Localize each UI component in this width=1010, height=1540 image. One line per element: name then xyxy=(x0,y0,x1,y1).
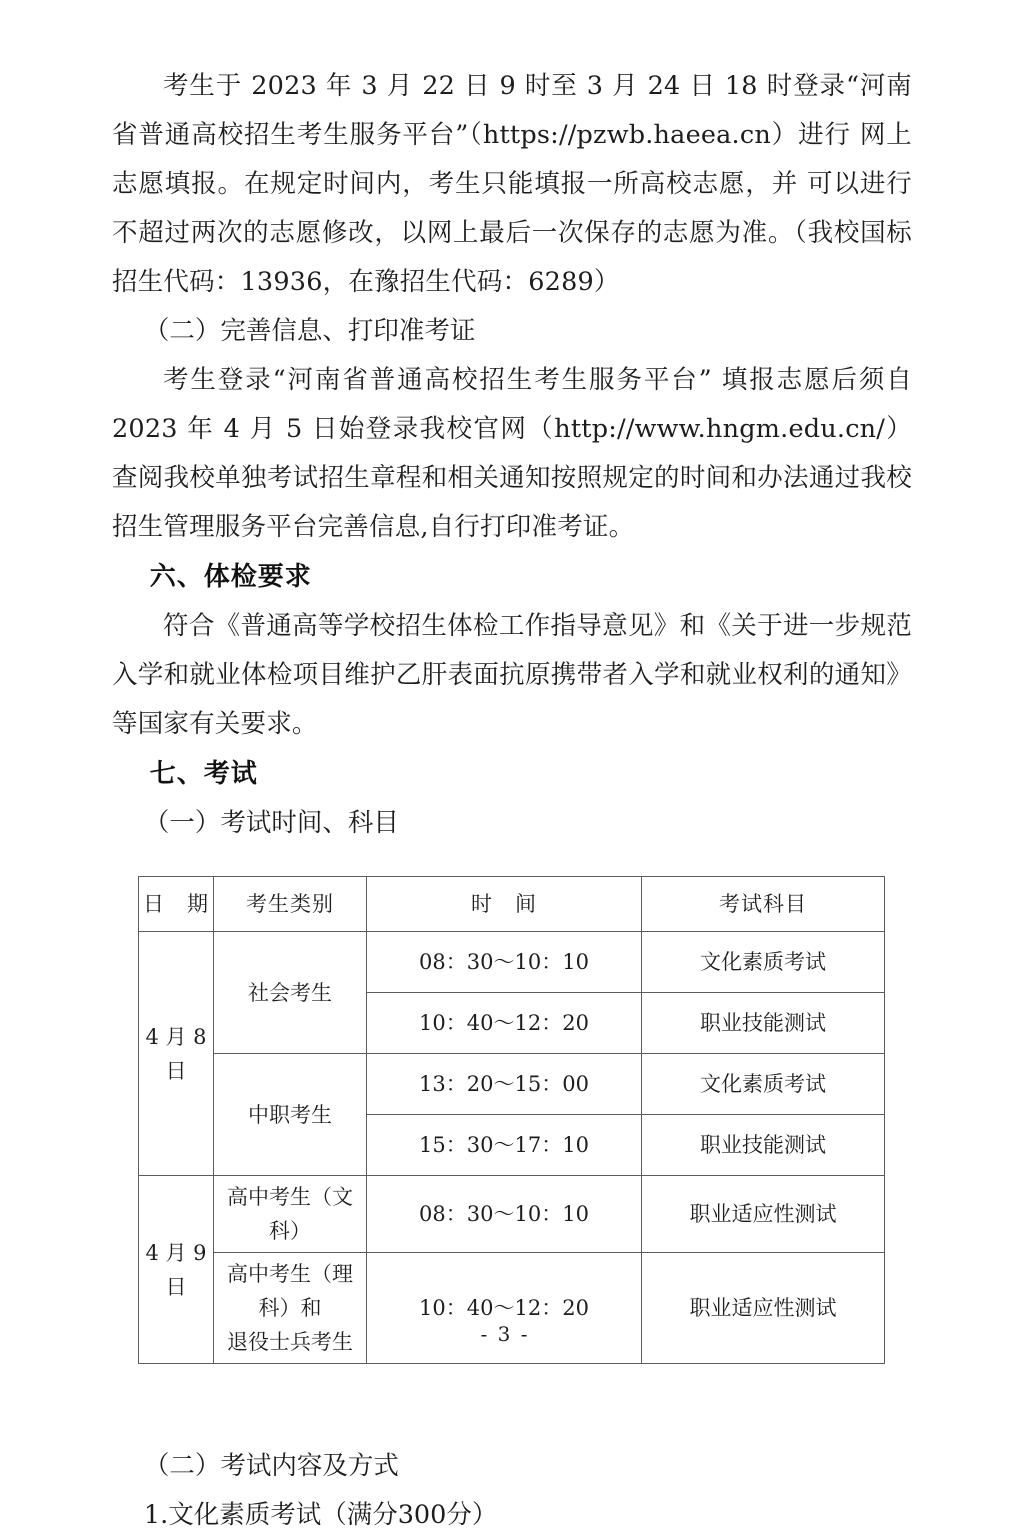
heading-section-six-medical: 六、体检要求 xyxy=(149,562,312,592)
heading-section-seven-exam: 七、考试 xyxy=(149,759,258,789)
table-row xyxy=(139,932,885,993)
table-header-row xyxy=(139,877,885,932)
item-cultural-quality-exam: 1.文化素质考试（满分300分） xyxy=(143,1500,498,1530)
page-content xyxy=(112,62,912,1540)
cell-subject-5: 职业适应性测试 xyxy=(642,1176,885,1253)
cell-subject-4: 职业技能测试 xyxy=(642,1115,885,1176)
exam-schedule-table xyxy=(138,876,885,1364)
cell-category-line-2: 退役士兵考生 xyxy=(227,1330,353,1354)
cell-category-highschool-liberal: 高中考生（文科） xyxy=(214,1176,367,1253)
heading-complete-info: （二）完善信息、打印准考证 xyxy=(143,316,476,346)
exam-schedule-table-wrapper xyxy=(138,876,864,1364)
cell-time-3: 13：20～15：00 xyxy=(367,1054,642,1115)
paragraph-medical-requirements: 符合《普通高等学校招生体检工作指导意见》和《关于进一步规范入学和就业体检项目维护乙肝表面抗原携带者入学和就业权利的通知》等国家有关要求。 xyxy=(112,611,912,739)
cell-time-5: 08：30～10：10 xyxy=(367,1176,642,1253)
cell-subject-3: 文化素质考试 xyxy=(642,1054,885,1115)
cell-subject-1: 文化素质考试 xyxy=(642,932,885,993)
paragraph-complete-info: 考生登录“河南省普通高校招生考生服务平台” 填报志愿后须自 2023 年 4 月 5 日始登录我校官网（http://www.hngm.edu.cn/）查阅我校单独考试招生章程和相关通知按照规定的时间和办法通过我校招生管理服务平台完善信息,自行打印准考证。 xyxy=(112,365,912,542)
table-row xyxy=(139,1176,885,1253)
cell-time-6: 10：40～12：20 xyxy=(367,1253,642,1364)
cell-time-4: 15：30～17：10 xyxy=(367,1115,642,1176)
heading-exam-time-subjects: （一）考试时间、科目 xyxy=(143,808,399,838)
table-row xyxy=(139,1253,885,1364)
cell-subject-6: 职业适应性测试 xyxy=(642,1253,885,1364)
heading-exam-content-method: （二）考试内容及方式 xyxy=(143,1451,399,1481)
table-bottom-spacer xyxy=(112,1364,912,1442)
cell-category-vocational: 中职考生 xyxy=(214,1054,367,1176)
header-cell-time: 时 间 xyxy=(367,877,642,932)
page-number-footer: - 3 - xyxy=(480,1322,530,1346)
cell-date-april-9: 4 月 9 日 xyxy=(139,1176,214,1364)
cell-category-social: 社会考生 xyxy=(214,932,367,1054)
header-cell-date: 日 期 xyxy=(139,877,214,932)
header-cell-subject: 考试科目 xyxy=(642,877,885,932)
cell-time-2: 10：40～12：20 xyxy=(367,993,642,1054)
cell-date-april-8: 4 月 8 日 xyxy=(139,932,214,1176)
cell-time-1: 08：30～10：10 xyxy=(367,932,642,993)
cell-category-line-1: 高中考生（理科）和 xyxy=(227,1262,353,1320)
paragraph-volunteer-filling: 考生于 2023 年 3 月 22 日 9 时至 3 月 24 日 18 时登录“河南省普通高校招生考生服务平台”（https://pzwb.haeea.cn）进行 网上志愿填报。在规定时间内，考生只能填报一所高校志愿，并 可以进行不超过两次的志愿修改，以网上最后一次保存的志愿为准。（我校国标招生代码：13936，在豫招生代码：6289） xyxy=(112,71,912,297)
table-row xyxy=(139,1054,885,1115)
cell-category-highschool-science xyxy=(214,1253,367,1364)
header-cell-category: 考生类别 xyxy=(214,877,367,932)
cell-subject-2: 职业技能测试 xyxy=(642,993,885,1054)
